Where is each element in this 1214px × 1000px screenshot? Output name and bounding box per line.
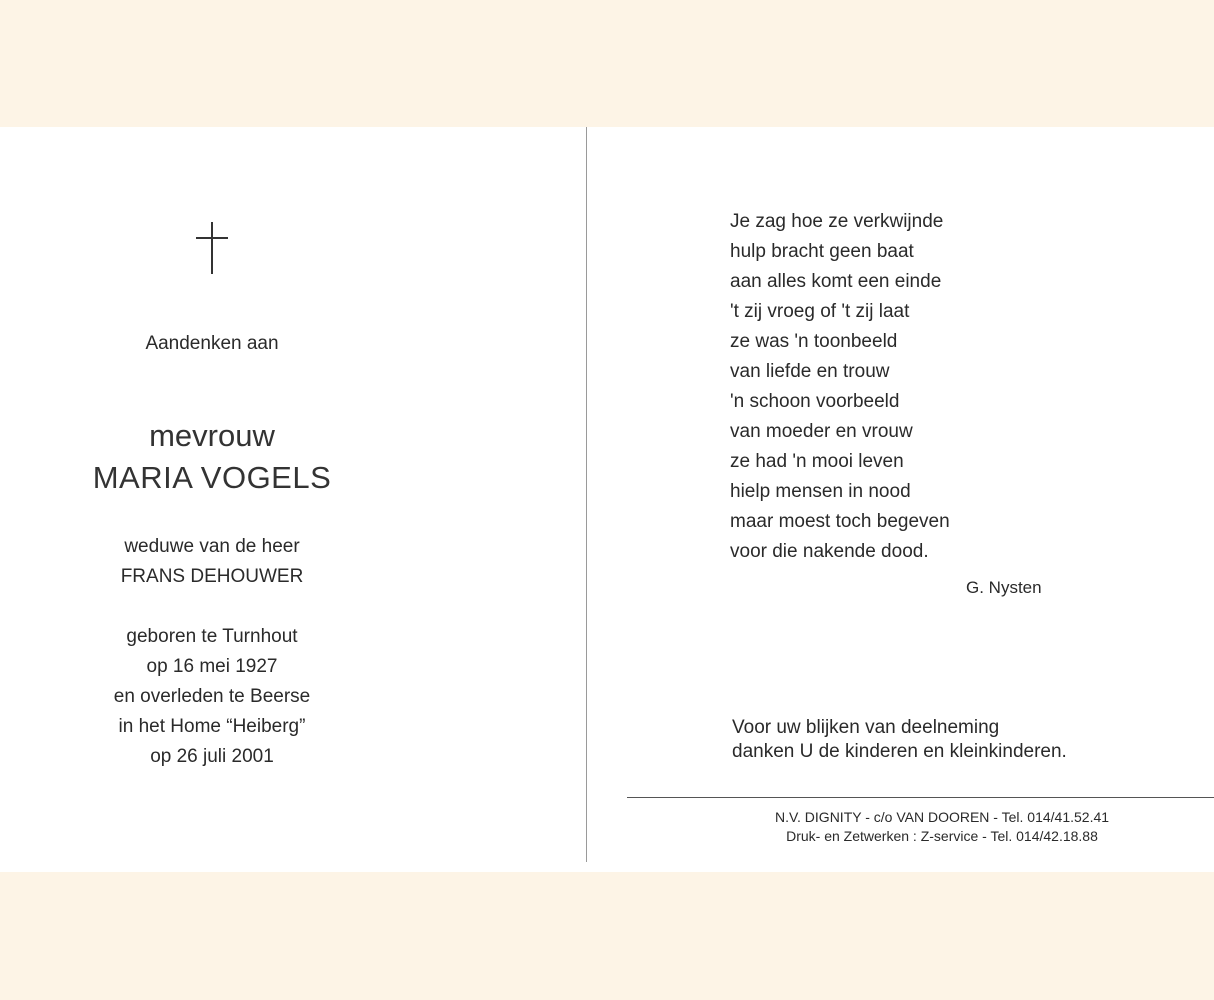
right-panel (587, 127, 1214, 872)
poem-line: maar moest toch begeven (730, 511, 950, 532)
spouse-line: weduwe van de heer (124, 536, 300, 557)
detail-line: in het Home “Heiberg” (118, 716, 306, 737)
detail-line: geboren te Turnhout (126, 626, 298, 647)
printer-line: Druk- en Zetwerken : Z-service - Tel. 014/42.18.88 (786, 828, 1098, 844)
memorial-card (0, 127, 1214, 872)
printer-line: N.V. DIGNITY - c/o VAN DOOREN - Tel. 014/41.52.41 (774, 809, 1110, 825)
poem-author: G. Nysten (966, 578, 1042, 597)
poem-line: van moeder en vrouw (730, 421, 913, 442)
thanks-line: Voor uw blijken van deelneming (732, 717, 1000, 738)
detail-line: op 16 mei 1927 (146, 656, 278, 677)
poem-line: ze was 'n toonbeeld (730, 331, 898, 352)
deceased-name: MARIA VOGELS (92, 460, 332, 495)
poem-line: ze had 'n mooi leven (730, 451, 904, 472)
left-panel (0, 127, 424, 872)
spouse-name: FRANS DEHOUWER (120, 566, 304, 587)
intro-text: Aandenken aan (145, 333, 279, 354)
detail-line: en overleden te Beerse (113, 686, 311, 707)
cross-icon (196, 222, 228, 274)
poem-line: hielp mensen in nood (730, 481, 911, 502)
thanks-line: danken U de kinderen en kleinkinderen. (732, 741, 1067, 762)
footer-rule (627, 797, 1214, 798)
poem-line: aan alles komt een einde (730, 271, 942, 292)
deceased-title: mevrouw (149, 418, 275, 453)
poem-line: 'n schoon voorbeeld (730, 391, 900, 412)
poem-line: Je zag hoe ze verkwijnde (730, 211, 944, 232)
poem-line: van liefde en trouw (730, 361, 890, 382)
detail-line: op 26 juli 2001 (150, 746, 274, 767)
poem-line: 't zij vroeg of 't zij laat (730, 301, 910, 322)
poem-line: voor die nakende dood. (730, 541, 929, 562)
poem-line: hulp bracht geen baat (730, 241, 914, 262)
